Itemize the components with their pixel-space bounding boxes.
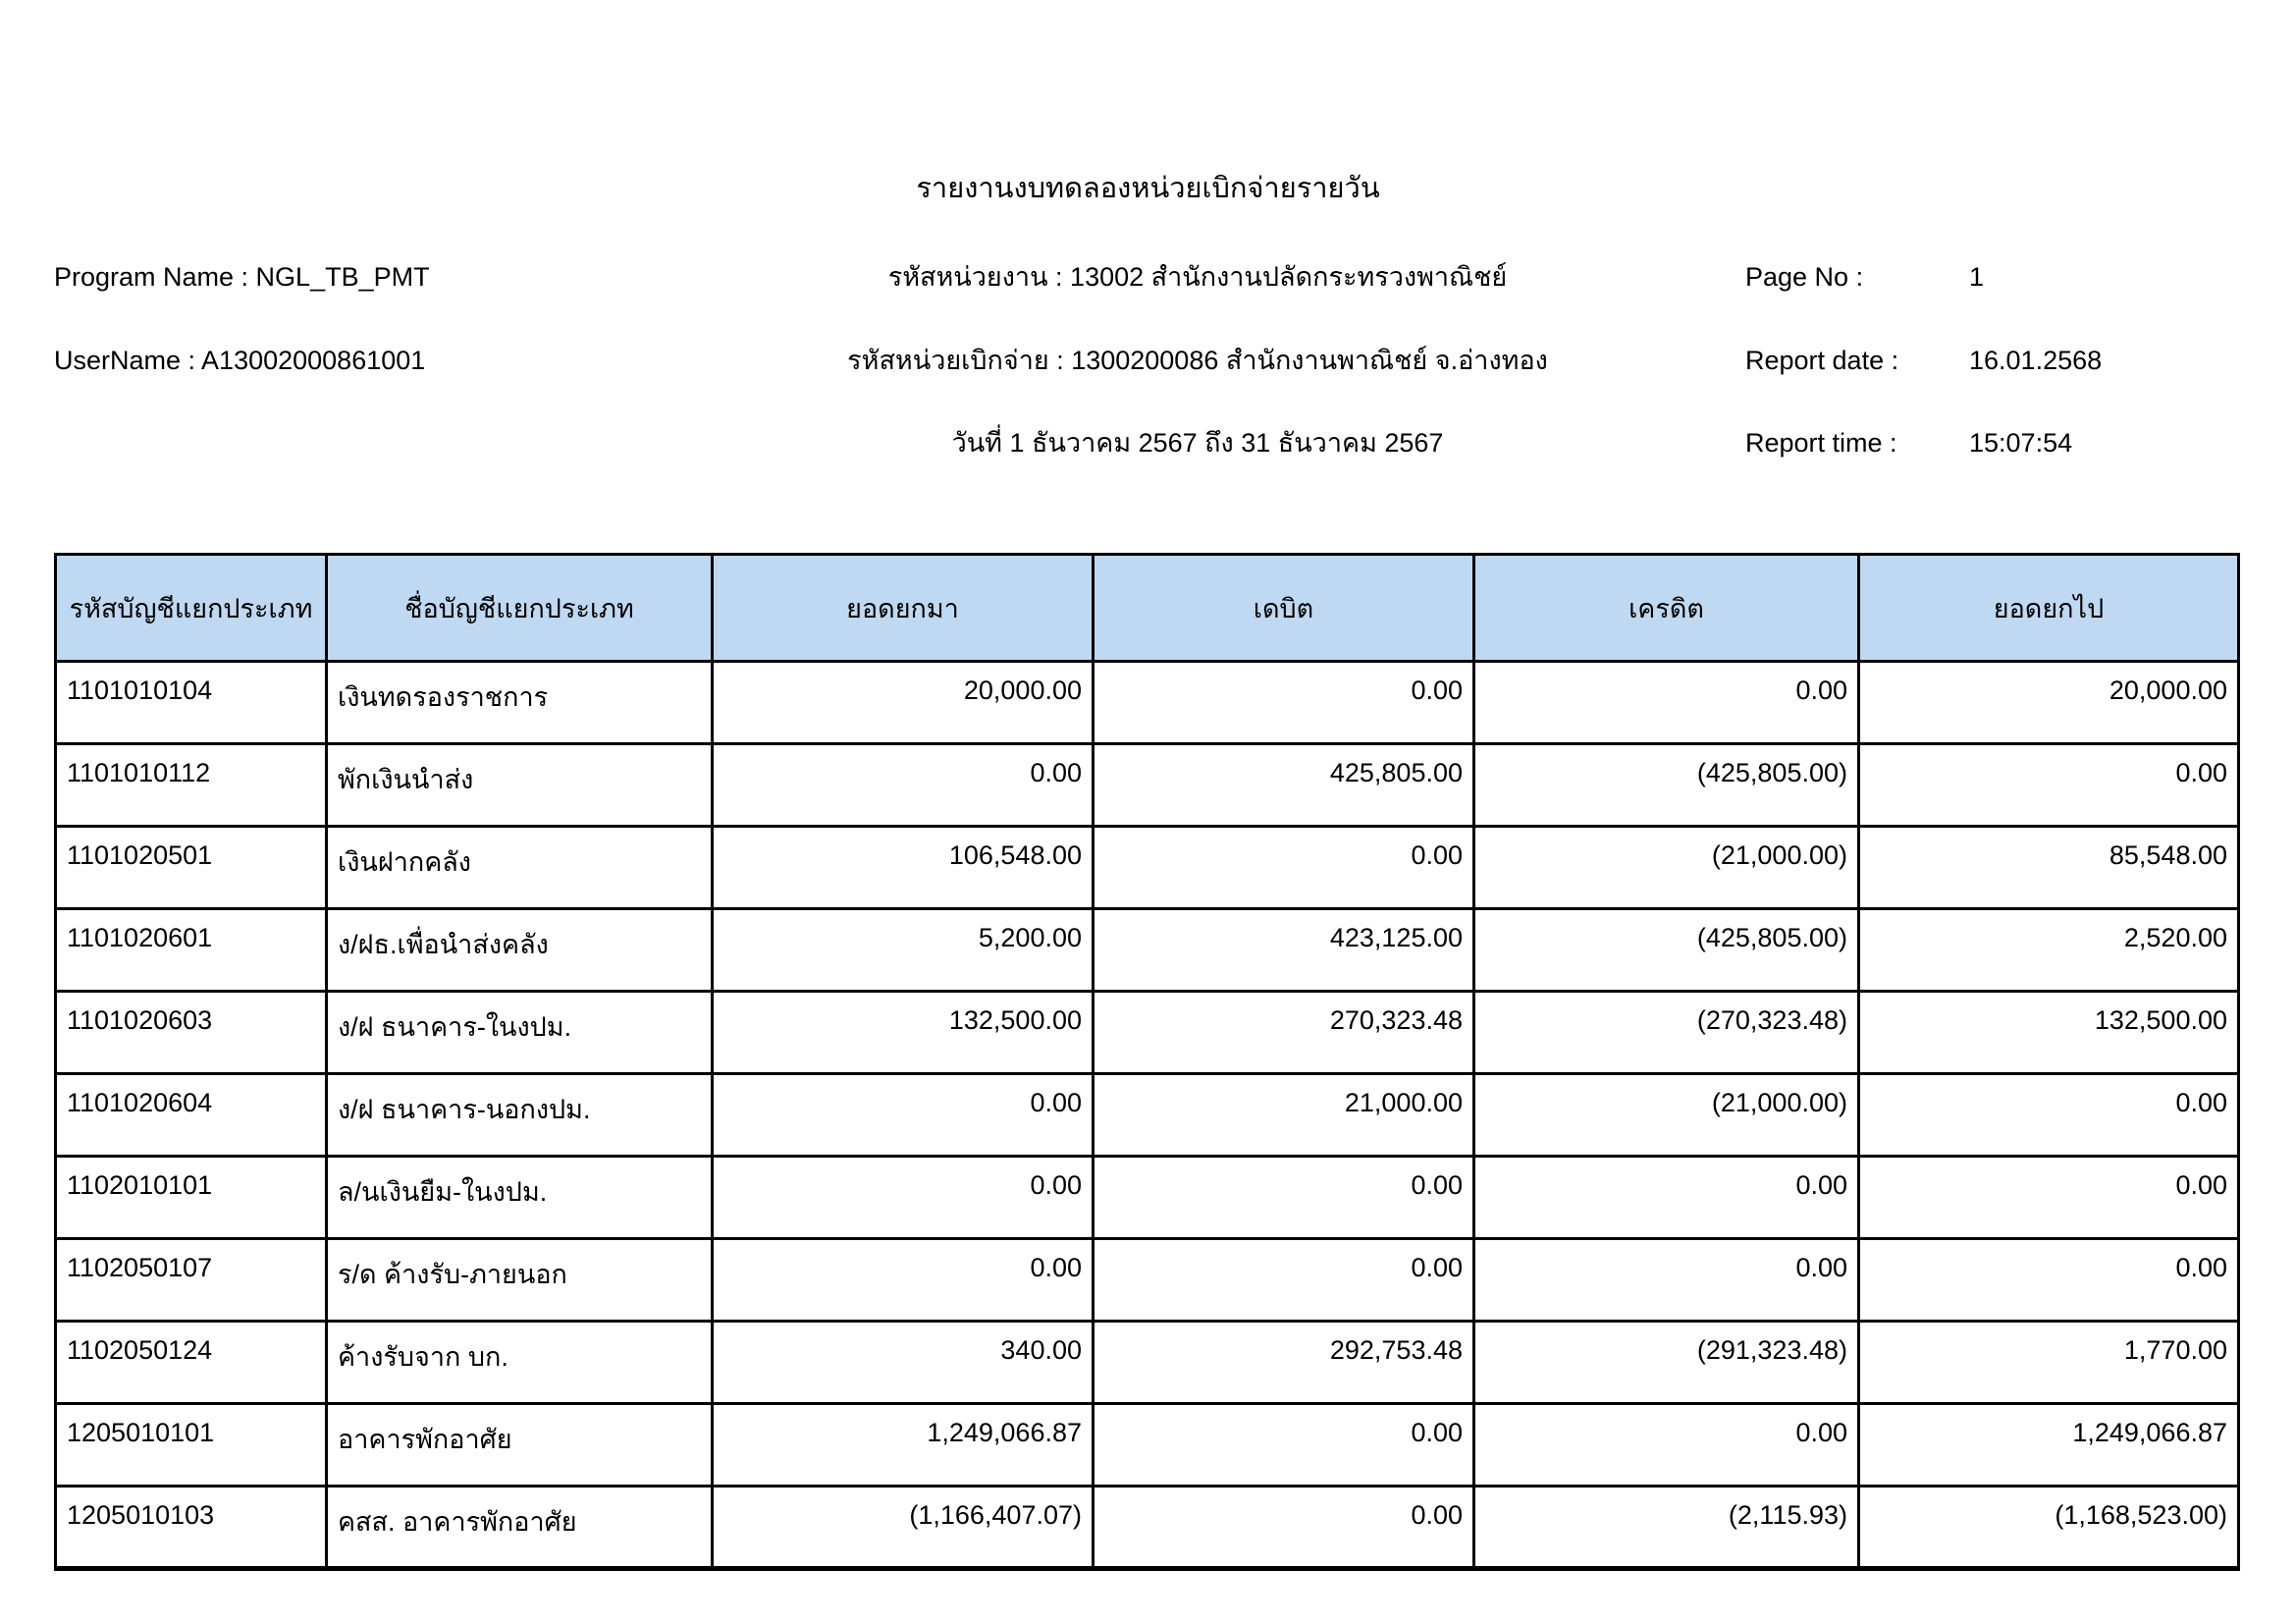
report-date-label: Report date : (1745, 346, 1899, 375)
opening-balance-cell: 132,500.00 (713, 992, 1094, 1074)
closing-balance-cell: 132,500.00 (1859, 992, 2239, 1074)
closing-balance-cell: 85,548.00 (1859, 827, 2239, 909)
debit-cell: 292,753.48 (1094, 1322, 1474, 1404)
trial-balance-table (54, 553, 2240, 1571)
credit-cell: (21,000.00) (1474, 1074, 1859, 1157)
credit-cell: 0.00 (1474, 662, 1859, 744)
col-header-closing-balance: ยอดยกไป (1859, 555, 2239, 662)
table-row (56, 827, 2239, 909)
opening-balance-cell: 20,000.00 (713, 662, 1094, 744)
col-header-debit: เดบิต (1094, 555, 1474, 662)
debit-cell: 270,323.48 (1094, 992, 1474, 1074)
debit-cell: 21,000.00 (1094, 1074, 1474, 1157)
closing-balance-cell: 2,520.00 (1859, 909, 2239, 992)
table-header-row (56, 555, 2239, 662)
opening-balance-cell: 0.00 (713, 1157, 1094, 1239)
credit-cell: 0.00 (1474, 1157, 1859, 1239)
debit-cell: 0.00 (1094, 1239, 1474, 1322)
table-row (56, 1404, 2239, 1487)
table-row (56, 1074, 2239, 1157)
table-row (56, 1157, 2239, 1239)
account-code-cell: 1101020604 (56, 1074, 327, 1157)
table-row (56, 1322, 2239, 1404)
debit-cell: 425,805.00 (1094, 744, 1474, 827)
opening-balance-cell: 1,249,066.87 (713, 1404, 1094, 1487)
opening-balance-cell: 106,548.00 (713, 827, 1094, 909)
user-name-text: UserName : A13002000861001 (54, 346, 426, 375)
closing-balance-cell: 0.00 (1859, 744, 2239, 827)
account-name-cell: ร/ด ค้างรับ-ภายนอก (327, 1239, 713, 1322)
table-row (56, 662, 2239, 744)
debit-cell: 0.00 (1094, 1157, 1474, 1239)
agency-code-text: รหัสหน่วยงาน : 13002 สำนักงานปลัดกระทรวงพาณิชย์ (887, 262, 1508, 292)
opening-balance-cell: 340.00 (713, 1322, 1094, 1404)
account-name-cell: เงินทดรองราชการ (327, 662, 713, 744)
account-code-cell: 1205010101 (56, 1404, 327, 1487)
account-name-cell: พักเงินนำส่ง (327, 744, 713, 827)
account-code-cell: 1205010103 (56, 1487, 327, 1569)
account-code-cell: 1102010101 (56, 1157, 327, 1239)
table-row (56, 1487, 2239, 1569)
account-name-cell: อาคารพักอาศัย (327, 1404, 713, 1487)
table-row (56, 909, 2239, 992)
account-code-cell: 1101010104 (56, 662, 327, 744)
col-header-opening-balance: ยอดยกมา (713, 555, 1094, 662)
credit-cell: (21,000.00) (1474, 827, 1859, 909)
closing-balance-cell: 0.00 (1859, 1157, 2239, 1239)
closing-balance-cell: (1,168,523.00) (1859, 1487, 2239, 1569)
closing-balance-cell: 0.00 (1859, 1239, 2239, 1322)
account-code-cell: 1101020603 (56, 992, 327, 1074)
report-title: รายงานงบทดลองหน่วยเบิกจ่ายรายวัน (916, 173, 1380, 204)
date-range-text: วันที่ 1 ธันวาคม 2567 ถึง 31 ธันวาคม 2567 (951, 428, 1444, 458)
debit-cell: 0.00 (1094, 1487, 1474, 1569)
credit-cell: (291,323.48) (1474, 1322, 1859, 1404)
closing-balance-cell: 1,249,066.87 (1859, 1404, 2239, 1487)
account-code-cell: 1102050124 (56, 1322, 327, 1404)
credit-cell: 0.00 (1474, 1404, 1859, 1487)
account-name-cell: ง/ฝ ธนาคาร-ในงปม. (327, 992, 713, 1074)
debit-cell: 0.00 (1094, 662, 1474, 744)
debit-cell: 423,125.00 (1094, 909, 1474, 992)
opening-balance-cell: 0.00 (713, 744, 1094, 827)
debit-cell: 0.00 (1094, 827, 1474, 909)
opening-balance-cell: 5,200.00 (713, 909, 1094, 992)
credit-cell: (425,805.00) (1474, 909, 1859, 992)
account-name-cell: ง/ฝ ธนาคาร-นอกงปม. (327, 1074, 713, 1157)
account-name-cell: ล/นเงินยืม-ในงปม. (327, 1157, 713, 1239)
account-name-cell: ค้างรับจาก บก. (327, 1322, 713, 1404)
table-row (56, 992, 2239, 1074)
account-code-cell: 1101020601 (56, 909, 327, 992)
report-date-value: 16.01.2568 (1969, 346, 2103, 375)
col-header-account-code: รหัสบัญชีแยกประเภท (56, 555, 327, 662)
account-code-cell: 1102050107 (56, 1239, 327, 1322)
opening-balance-cell: (1,166,407.07) (713, 1487, 1094, 1569)
program-name-text: Program Name : NGL_TB_PMT (54, 262, 430, 292)
closing-balance-cell: 0.00 (1859, 1074, 2239, 1157)
disbursement-unit-text: รหัสหน่วยเบิกจ่าย : 1300200086 สำนักงานพาณิชย์ จ.อ่างทอง (847, 346, 1548, 375)
account-name-cell: เงินฝากคลัง (327, 827, 713, 909)
credit-cell: (270,323.48) (1474, 992, 1859, 1074)
debit-cell: 0.00 (1094, 1404, 1474, 1487)
credit-cell: 0.00 (1474, 1239, 1859, 1322)
account-name-cell: ง/ฝธ.เพื่อนำส่งคลัง (327, 909, 713, 992)
table-row (56, 744, 2239, 827)
opening-balance-cell: 0.00 (713, 1074, 1094, 1157)
report-time-value: 15:07:54 (1969, 428, 2073, 458)
opening-balance-cell: 0.00 (713, 1239, 1094, 1322)
account-code-cell: 1101010112 (56, 744, 327, 827)
table-row (56, 1239, 2239, 1322)
credit-cell: (2,115.93) (1474, 1487, 1859, 1569)
account-code-cell: 1101020501 (56, 827, 327, 909)
page-no-label: Page No : (1745, 262, 1864, 292)
closing-balance-cell: 1,770.00 (1859, 1322, 2239, 1404)
page-no-value: 1 (1969, 262, 1985, 292)
closing-balance-cell: 20,000.00 (1859, 662, 2239, 744)
report-time-label: Report time : (1745, 428, 1897, 458)
credit-cell: (425,805.00) (1474, 744, 1859, 827)
col-header-account-name: ชื่อบัญชีแยกประเภท (327, 555, 713, 662)
col-header-credit: เครดิต (1474, 555, 1859, 662)
account-name-cell: คสส. อาคารพักอาศัย (327, 1487, 713, 1569)
